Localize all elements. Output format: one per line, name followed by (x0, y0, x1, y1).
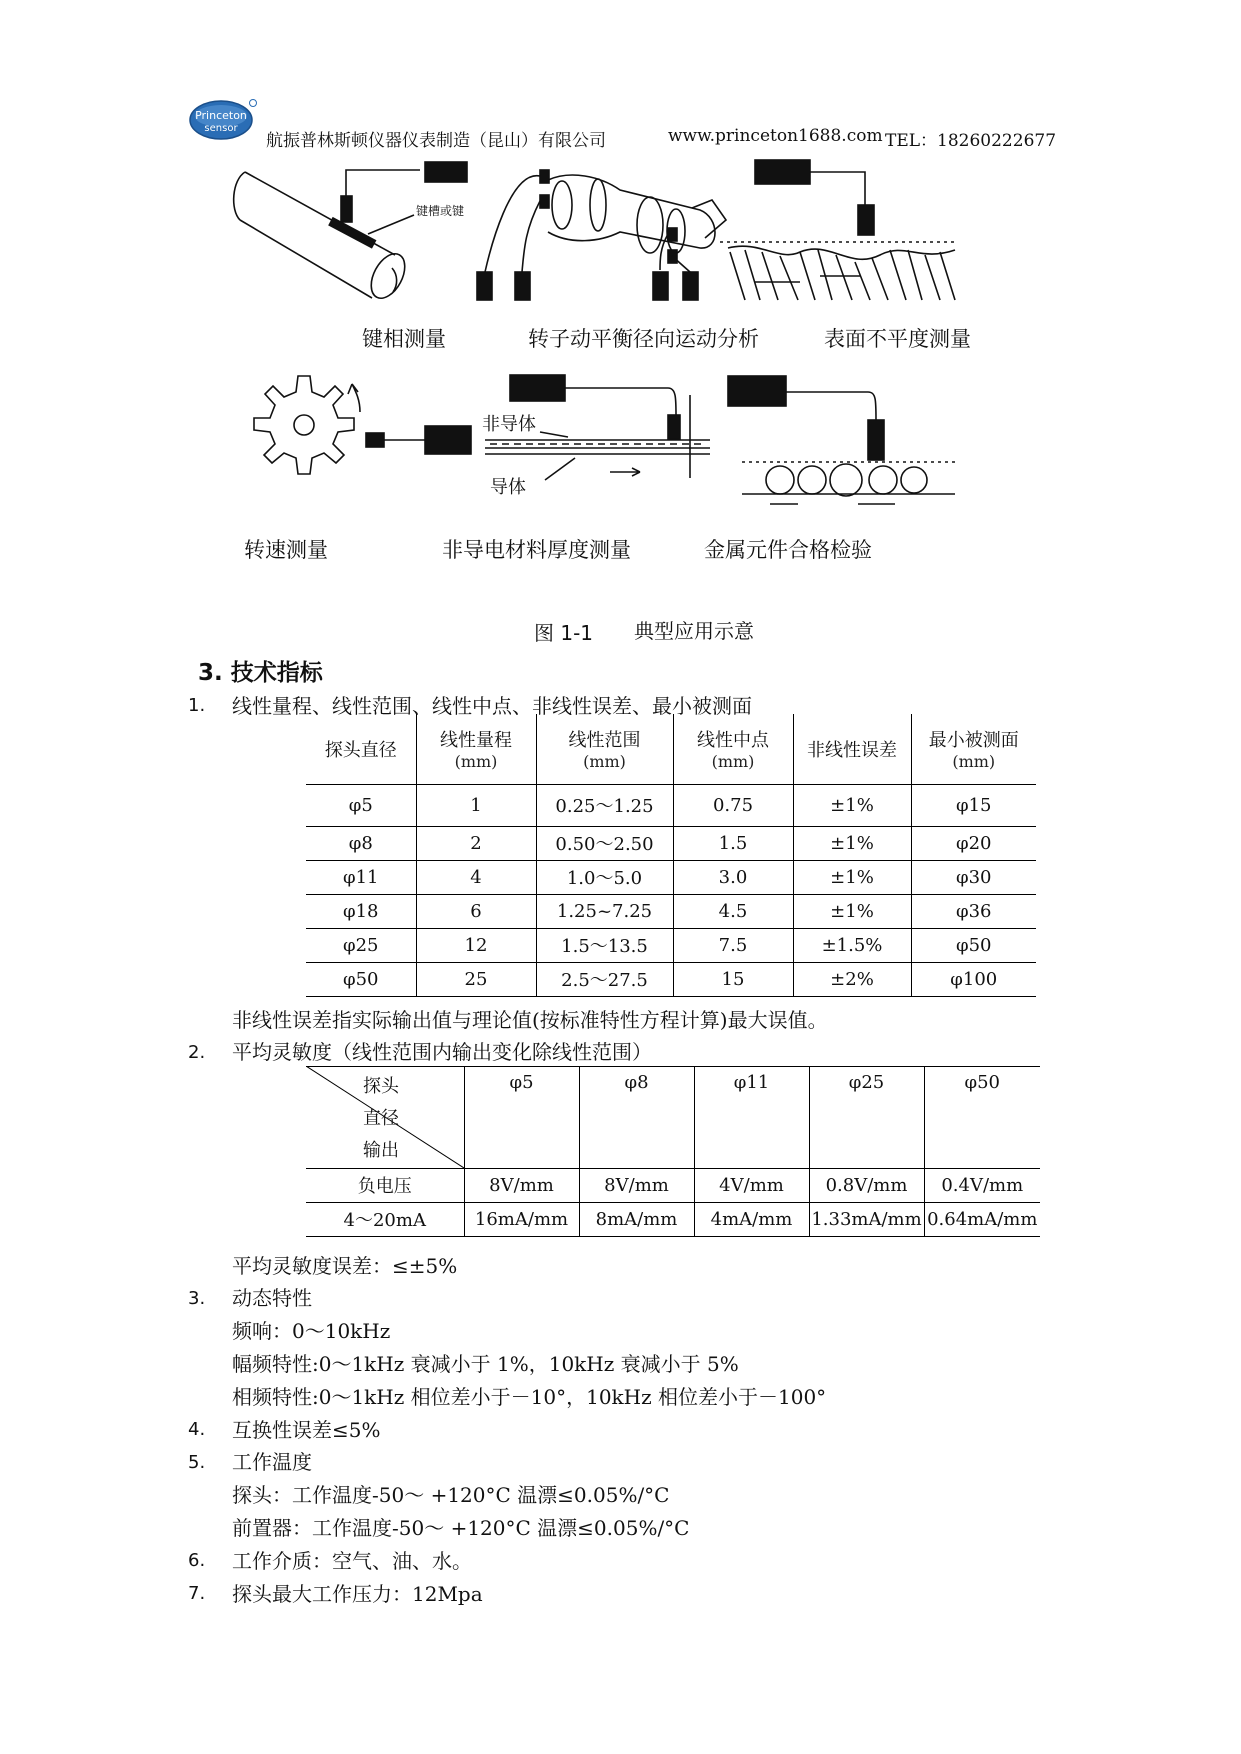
item-7-text: 探头最大工作压力：12Mpa (232, 1582, 483, 1606)
t1-cell: 7.5 (673, 928, 793, 962)
table-row (306, 962, 1036, 996)
keyphase-illustration (234, 162, 467, 304)
t1-header-range: 线性量程 (mm) (416, 714, 536, 784)
item-2-text: 平均灵敏度（线性范围内输出变化除线性范围） (232, 1040, 652, 1064)
t2-header: φ11 (694, 1066, 809, 1168)
t2-cell: 1.33mA/mm (809, 1202, 924, 1236)
item-4-text: 互换性误差≤5% (232, 1418, 381, 1442)
t1-cell: φ30 (911, 860, 1036, 894)
t1-cell: 1.5～13.5 (536, 928, 673, 962)
t1-cell: φ20 (911, 826, 1036, 860)
t2-cell: 4～20mA (306, 1202, 464, 1236)
table-row (306, 894, 1036, 928)
logo-text-1: Princeton (195, 109, 247, 122)
metal-inspection-illustration (728, 376, 955, 504)
conductor-label: 导体 (490, 477, 526, 498)
t1-cell: 0.50～2.50 (536, 826, 673, 860)
item-2-number: 2. (188, 1042, 206, 1063)
t2-header: φ8 (579, 1066, 694, 1168)
t1-cell: φ25 (306, 928, 416, 962)
table-row (306, 928, 1036, 962)
t1-cell: ±1.5% (793, 928, 911, 962)
t1-cell: 15 (673, 962, 793, 996)
t2-cell: 0.8V/mm (809, 1168, 924, 1202)
t2-cell: 0.4V/mm (924, 1168, 1040, 1202)
item-7-number: 7. (188, 1583, 206, 1604)
t1-cell: 0.25～1.25 (536, 784, 673, 826)
t1-cell: 2.5～27.5 (536, 962, 673, 996)
t1-header-nonlinearity: 非线性误差 (793, 714, 911, 784)
logo-text-2: sensor (204, 123, 238, 134)
t1-cell: ±1% (793, 894, 911, 928)
label-rotor-balance: 转子动平衡径向运动分析 (528, 327, 759, 351)
label-metal: 金属元件合格检验 (704, 538, 872, 562)
t1-header-min-surface: 最小被测面 (mm) (911, 714, 1036, 784)
label-speed: 转速测量 (244, 538, 328, 562)
t1-cell: 1.5 (673, 826, 793, 860)
t2-cell: 8V/mm (464, 1168, 579, 1202)
gear-illustration (254, 376, 471, 474)
nonconductor-label: 非导体 (482, 414, 536, 435)
t2-cell: 4V/mm (694, 1168, 809, 1202)
t1-header-midpoint: 线性中点 (mm) (673, 714, 793, 784)
t1-cell: 1.0～5.0 (536, 860, 673, 894)
t2-header: φ25 (809, 1066, 924, 1168)
keyslot-label: 键槽或键 (416, 204, 465, 218)
label-keyphase: 键相测量 (362, 327, 446, 351)
table-row (306, 826, 1036, 860)
t1-cell: 12 (416, 928, 536, 962)
t2-header: φ5 (464, 1066, 579, 1168)
t1-cell: ±1% (793, 784, 911, 826)
header-tel: TEL：18260222677 (885, 131, 1057, 151)
t2-corner-output: 输出 (363, 1140, 399, 1161)
dynamic-line-1: 频响：0～10kHz (232, 1319, 391, 1343)
t1-header-diameter: 探头直径 (306, 714, 416, 784)
label-thickness: 非导电材料厚度测量 (442, 538, 631, 562)
rotor-illustration (477, 170, 726, 300)
item-1-number: 1. (188, 695, 206, 716)
linear-range-table (306, 714, 1036, 997)
t1-cell: φ100 (911, 962, 1036, 996)
t1-cell: 1.25~7.25 (536, 894, 673, 928)
t1-cell: ±2% (793, 962, 911, 996)
t1-cell: 4 (416, 860, 536, 894)
t1-cell: 4.5 (673, 894, 793, 928)
t2-corner-diameter: 直径 (363, 1108, 399, 1129)
label-surface: 表面不平度测量 (824, 327, 971, 351)
t2-cell: 4mA/mm (694, 1202, 809, 1236)
dynamic-line-2: 幅频特性:0～1kHz 衰减小于 1%，10kHz 衰减小于 5% (232, 1352, 739, 1376)
surface-illustration (720, 160, 955, 300)
t2-cell: 8mA/mm (579, 1202, 694, 1236)
t1-cell: φ18 (306, 894, 416, 928)
item-6-number: 6. (188, 1550, 206, 1571)
t1-cell: 25 (416, 962, 536, 996)
company-logo (188, 98, 258, 142)
t1-cell: 0.75 (673, 784, 793, 826)
t1-cell: φ15 (911, 784, 1036, 826)
t2-cell: 0.64mA/mm (924, 1202, 1040, 1236)
t2-cell: 16mA/mm (464, 1202, 579, 1236)
section-title: 3. 技术指标 (198, 660, 323, 686)
t2-cell: 8V/mm (579, 1168, 694, 1202)
t1-cell: 1 (416, 784, 536, 826)
sensitivity-table (306, 1066, 1040, 1237)
table-row (306, 784, 1036, 826)
t2-cell: 负电压 (306, 1168, 464, 1202)
t1-cell: 2 (416, 826, 536, 860)
item-6-text: 工作介质：空气、油、水。 (232, 1549, 472, 1573)
item-3-text: 动态特性 (232, 1286, 312, 1310)
item-5-number: 5. (188, 1452, 206, 1473)
t1-cell: φ50 (911, 928, 1036, 962)
item-4-number: 4. (188, 1419, 206, 1440)
table-row (306, 1202, 1040, 1236)
item-1-text: 线性量程、线性范围、线性中点、非线性误差、最小被测面 (232, 694, 752, 718)
t1-cell: φ50 (306, 962, 416, 996)
t1-cell: φ5 (306, 784, 416, 826)
table1-note: 非线性误差指实际输出值与理论值(按标准特性方程计算)最大误值。 (232, 1008, 828, 1032)
t2-corner-cell (306, 1066, 464, 1168)
header-website: www.princeton1688.com (668, 126, 883, 146)
t2-corner-probe: 探头 (363, 1076, 399, 1097)
figure-caption-number: 图 1-1 (534, 621, 594, 645)
t1-cell: 3.0 (673, 860, 793, 894)
table-row (306, 1168, 1040, 1202)
t1-cell: φ11 (306, 860, 416, 894)
table-row (306, 860, 1036, 894)
table2-note: 平均灵敏度误差：≤±5% (232, 1254, 458, 1278)
item-5-text: 工作温度 (232, 1450, 312, 1474)
temperature-preamp: 前置器：工作温度-50～ +120°C 温漂≤0.05%/°C (232, 1516, 690, 1540)
t2-header: φ50 (924, 1066, 1040, 1168)
t1-header-linear-range: 线性范围 (mm) (536, 714, 673, 784)
t1-cell: 6 (416, 894, 536, 928)
t1-cell: φ8 (306, 826, 416, 860)
dynamic-line-3: 相频特性:0～1kHz 相位差小于－10°，10kHz 相位差小于－100° (232, 1385, 827, 1409)
t1-cell: φ36 (911, 894, 1036, 928)
t1-cell: ±1% (793, 860, 911, 894)
item-3-number: 3. (188, 1288, 206, 1309)
temperature-probe: 探头：工作温度-50～ +120°C 温漂≤0.05%/°C (232, 1483, 670, 1507)
figure-caption-text: 典型应用示意 (634, 619, 754, 643)
t1-cell: ±1% (793, 826, 911, 860)
header-company: 航振普林斯顿仪器仪表制造（昆山）有限公司 (266, 131, 606, 151)
